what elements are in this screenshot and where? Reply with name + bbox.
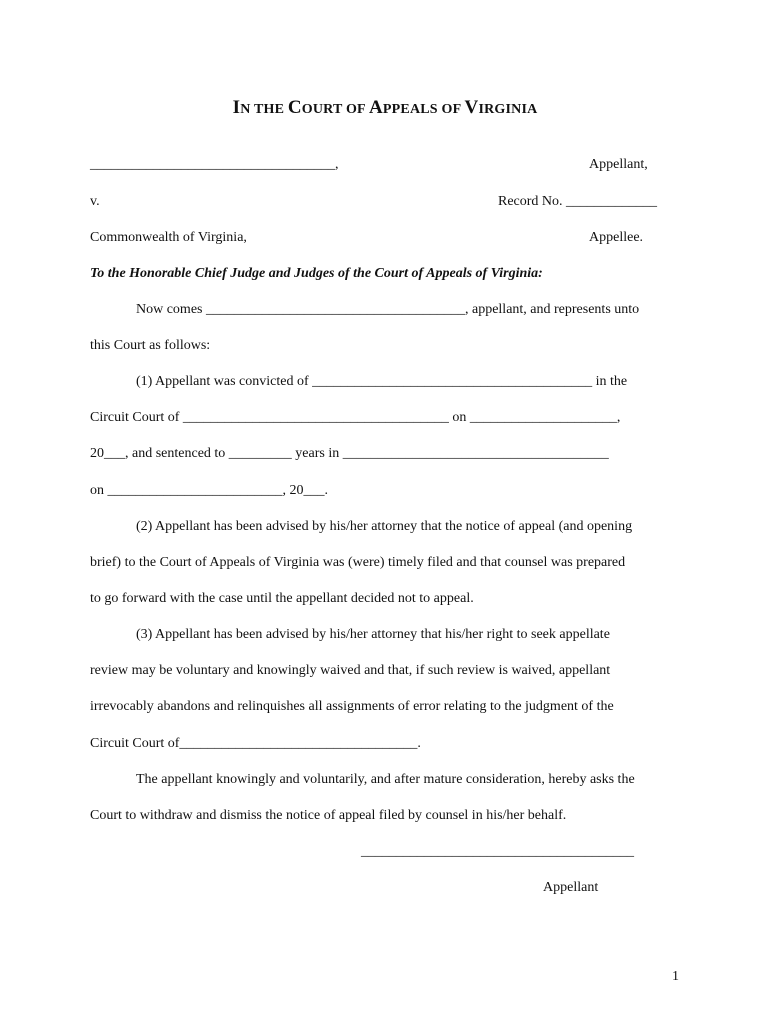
body-line-8: brief) to the Court of Appeals of Virginia was (were) timely filed and that counsel was prepared <box>90 555 626 570</box>
title-cap-v: V <box>464 97 479 118</box>
signature-label: Appellant <box>543 880 599 895</box>
appellant-name-blank[interactable]: ___________________________________, <box>90 157 339 172</box>
document-title <box>0 98 770 117</box>
body-line-7: (2) Appellant has been advised by his/her attorney that the notice of appeal (and opening <box>136 519 633 534</box>
appellee-name: Commonwealth of Virginia, <box>90 230 247 245</box>
body-line-15: Court to withdraw and dismiss the notice of appeal filed by counsel in his/her behalf. <box>90 808 567 823</box>
body-line-3: (1) Appellant was convicted of ________________________________________ in the <box>136 374 628 389</box>
body-line-5: 20___, and sentenced to _________ years in ______________________________________ <box>90 446 609 461</box>
title-part-3: OURT OF <box>301 102 369 117</box>
body-line-12: irrevocably abandons and relinquishes all assignments of error relating to the judgment of the <box>90 699 614 714</box>
title-cap-a: A <box>368 97 383 118</box>
record-number-field[interactable]: Record No. _____________ <box>498 194 658 209</box>
body-line-1: Now comes _____________________________________, appellant, and represents unto <box>136 302 640 317</box>
body-line-13: Circuit Court of__________________________________. <box>90 736 421 751</box>
versus-label: v. <box>90 194 100 209</box>
body-line-11: review may be voluntary and knowingly waived and that, if such review is waived, appellant <box>90 663 611 678</box>
body-line-14: The appellant knowingly and voluntarily, and after mature consideration, hereby asks the <box>136 772 635 787</box>
body-line-4: Circuit Court of ______________________________________ on _____________________, <box>90 410 621 425</box>
appellant-label: Appellant, <box>589 157 648 172</box>
title-part-7: IRGINIA <box>478 102 538 117</box>
title-part-5: PPEALS OF <box>382 102 465 117</box>
body-line-2: this Court as follows: <box>90 338 211 353</box>
page-number: 1 <box>672 969 679 984</box>
salutation: To the Honorable Chief Judge and Judges of the Court of Appeals of Virginia: <box>90 266 543 281</box>
appellee-label: Appellee. <box>589 230 644 245</box>
title-part-1: N THE <box>240 102 288 117</box>
body-line-10: (3) Appellant has been advised by his/her attorney that his/her right to seek appellate <box>136 627 610 642</box>
title-cap-c: C <box>287 97 302 118</box>
title-cap-i: I <box>232 97 241 118</box>
body-line-9: to go forward with the case until the appellant decided not to appeal. <box>90 591 474 606</box>
signature-line[interactable]: _______________________________________ <box>361 844 634 859</box>
body-line-6: on _________________________, 20___. <box>90 483 328 498</box>
